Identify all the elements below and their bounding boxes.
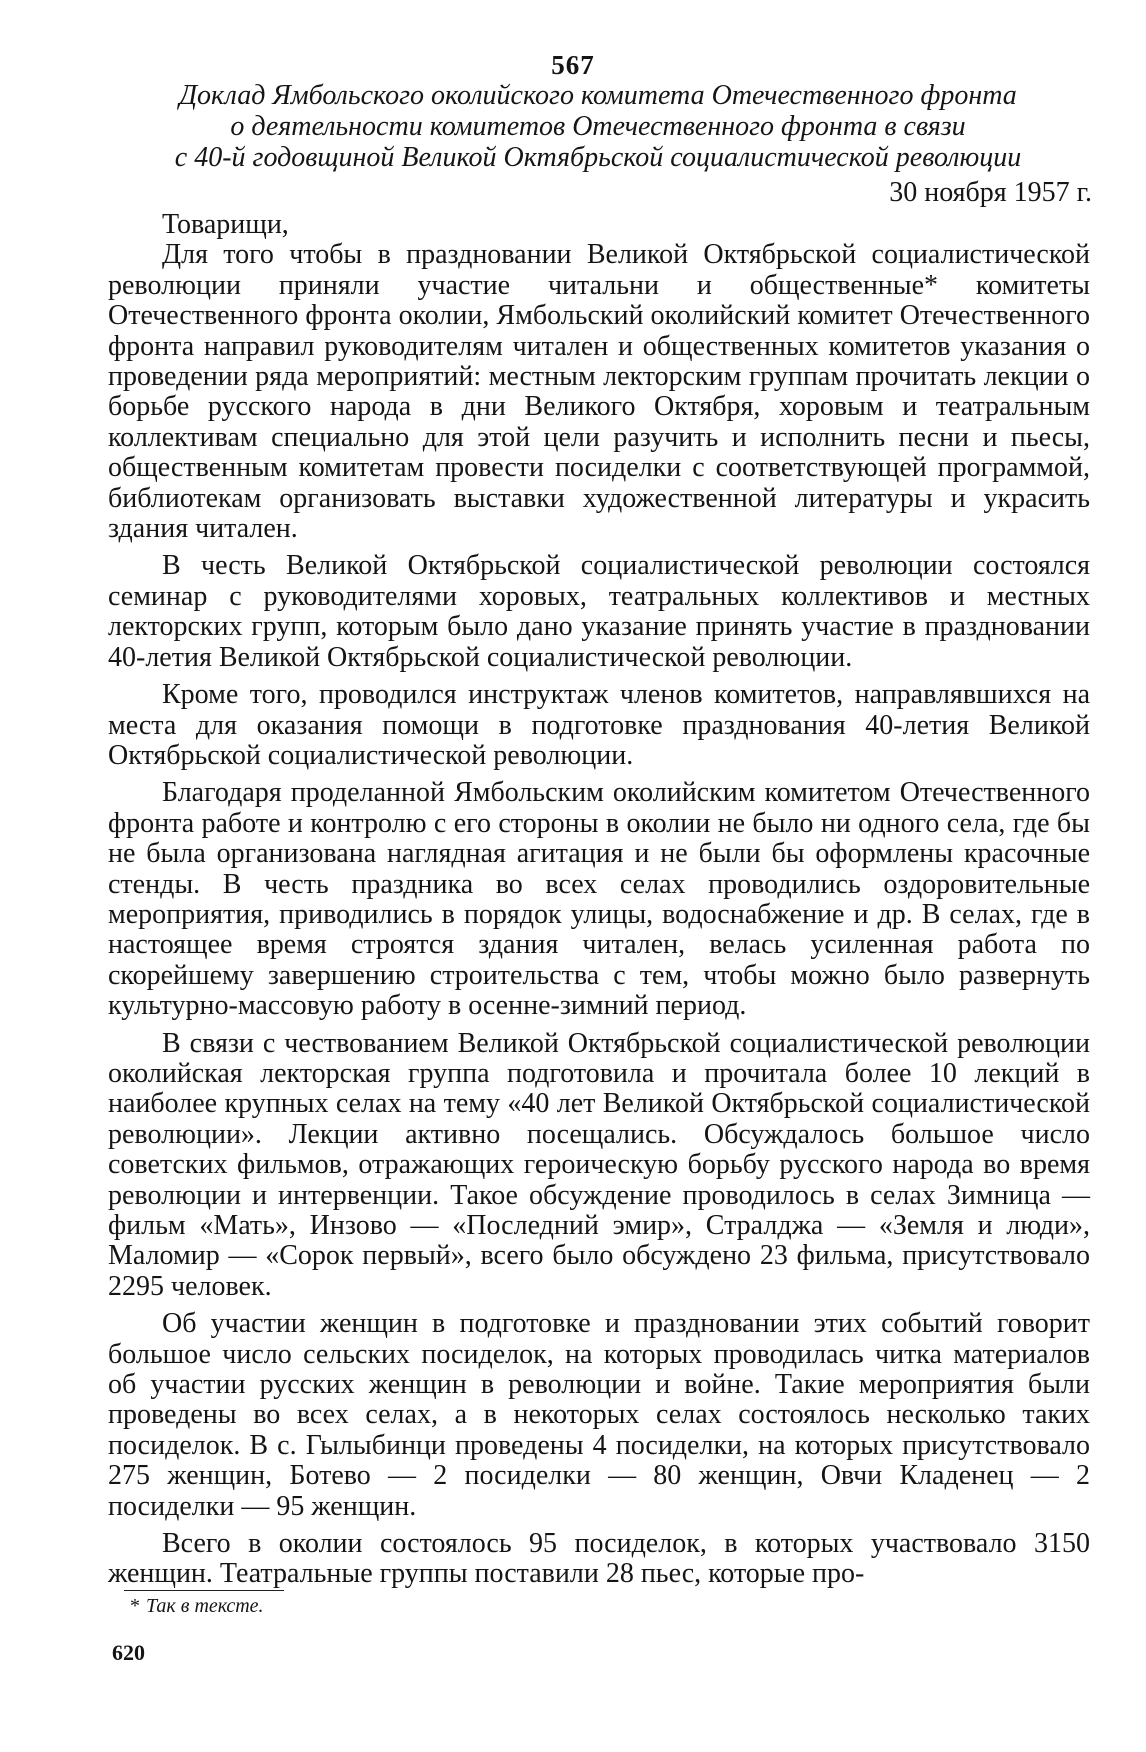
paragraph: В честь Великой Октябрьской социалистической революции состоялся семинар с руководителями хоровых, театральных коллективов и местных лекторских групп, которым было дано указание принять участие в праздновании 40-летия Великой Октябрьской социалистической революции. [108,550,1090,673]
document-date: 30 ноября 1957 г. [889,177,1092,208]
paragraph: Благодаря проделанной Ямбольским околийским комитетом Отечественного фронта работе и контролю с его стороны в околии не было ни одного села, где бы не была организована наглядная агитация и не были бы оформлены красочные стенды. В честь праздника во всех селах проводились оздоровительные мероприятия, приводились в порядок улицы, водоснабжение и др. В селах, где в настоящее время строятся здания читален, велась усиленная работа по скорейшему завершению строительства с тем, чтобы можно было развернуть культурно-массовую работу в осенне-зимний период. [108,777,1090,1022]
footnote-divider [124,1590,284,1591]
footnote-text: Так в тексте. [146,1595,264,1617]
document-title [110,80,1086,173]
document-number: 567 [551,50,595,80]
paragraph: Кроме того, проводился инструктаж членов комитетов, направлявшихся на места для оказания помощи в подготовке празднования 40-летия Великой Октябрьской социалистической революции. [108,679,1090,771]
footnote-marker: * [130,1595,140,1617]
paragraph: Для того чтобы в праздновании Великой Октябрьской социалистической революции приняли участие читальни и общественные* комитеты Отечественного фронта околии, Ямбольский околийский комитет Отечественного фронта направил руководителям читален и общественных комитетов указания о проведении ряда мероприятий: местным лекторским группам прочитать лекции о борьбе русского народа в дни Великого Октября, хоровым и театральным коллективам специально для этой цели разучить и исполнить песни и пьесы, общественным комитетам провести посиделки с соответствующей программой, библиотекам организовать выставки художественной литературы и украсить здания читален. [108,239,1090,545]
paragraph: Всего в околии состоялось 95 посиделок, в которых участвовало 3150 женщин. Театральные группы поставили 28 пьес, которые про- [108,1528,1090,1590]
paragraph: Об участии женщин в подготовке и праздновании этих событий говорит большое число сельских посиделок, на которых проводилась читка материалов об участии русских женщин в революции и войне. Такие мероприятия были проведены во всех селах, а в некоторых селах состоялось несколько таких посиделок. В с. Гылыбинци проведены 4 посиделки, на которых присутствовало 275 женщин, Ботево — 2 посиделки — 80 женщин, Овчи Кладенец — 2 посиделки — 95 женщин. [108,1308,1090,1522]
paragraph: В связи с чествованием Великой Октябрьской социалистической революции околийская лекторская группа подготовила и прочитала более 10 лекций в наиболее крупных селах на тему «40 лет Великой Октябрьской социалистической революции». Лекции активно посещались. Обсуждалось большое число советских фильмов, отражающих героическую борьбу русского народа во время революции и интервенции. Такое обсуждение проводилось в селах Зимница — фильм «Мать», Инзово — «Последний эмир», Стралджа — «Земля и люди», Маломир — «Сорок первый», всего было обсуждено 23 фильма, присутствовало 2295 человек. [108,1027,1090,1302]
footnote [130,1594,264,1618]
title-line: Доклад Ямбольского околийского комитета Отечественного фронта [179,80,1017,111]
document-body [108,210,1090,1597]
title-line: о деятельности комитетов Отечественного фронта в связи [230,111,966,142]
page-number: 620 [112,1640,145,1665]
title-line: с 40-й годовщиной Великой Октябрьской социалистической революции [174,142,1022,173]
salutation: Товарищи, [162,209,289,240]
